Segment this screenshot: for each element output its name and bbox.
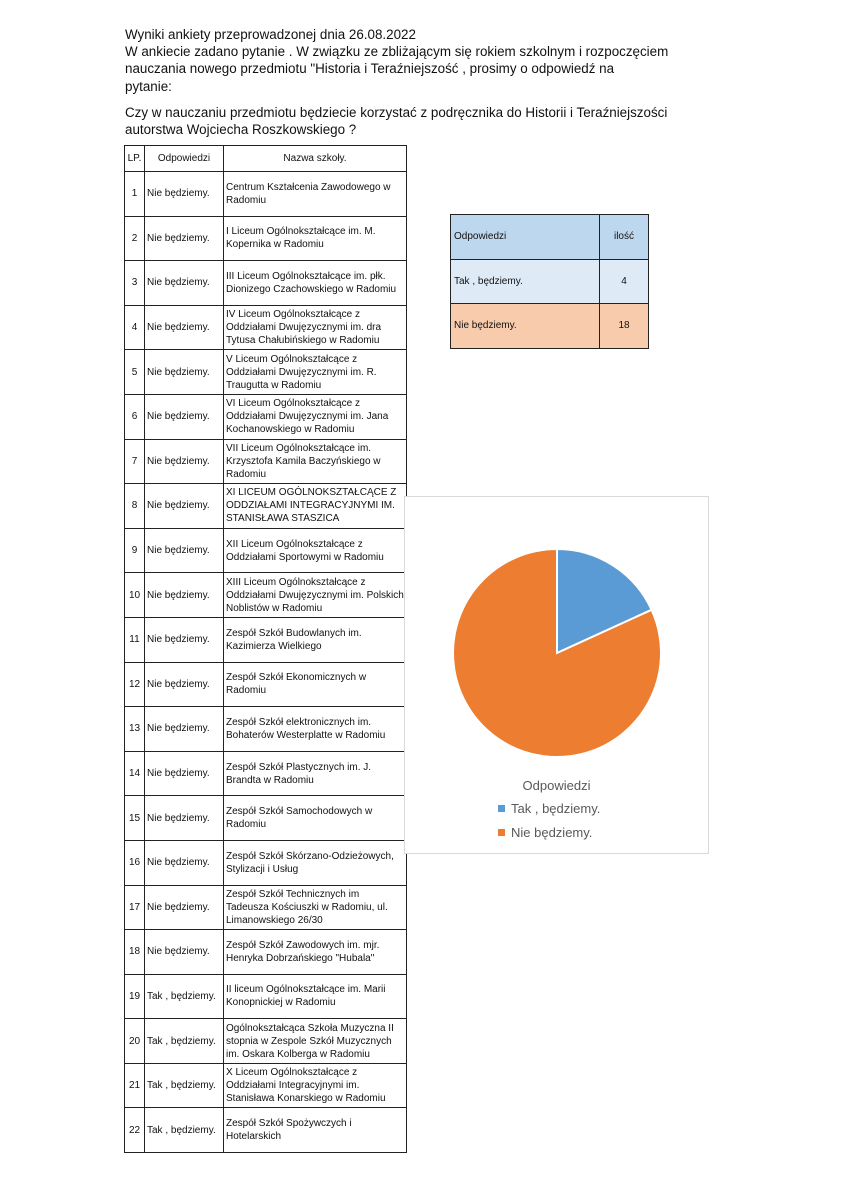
legend-swatch-no (498, 829, 505, 836)
row-school: Zespół Szkół Technicznych im Tadeusza Kościuszki w Radomiu, ul. Limanowskiego 26/30 (224, 885, 407, 930)
summary-row-yes (451, 259, 649, 304)
header-lp: LP. (125, 146, 145, 172)
table-row (125, 974, 407, 1019)
row-answer: Nie będziemy. (145, 930, 224, 975)
row-answer: Nie będziemy. (145, 484, 224, 529)
legend-title: Odpowiedzi (522, 778, 591, 793)
row-school: I Liceum Ogólnokształcące im. M. Kopernika w Radomiu (224, 216, 407, 261)
table-row (125, 707, 407, 752)
table-row (125, 885, 407, 930)
table-row (125, 840, 407, 885)
row-lp: 1 (125, 172, 145, 217)
summary-yes-label: Tak , będziemy. (451, 259, 600, 304)
legend-item-no (498, 825, 592, 840)
row-answer: Tak , będziemy. (145, 1019, 224, 1064)
row-school: Centrum Kształcenia Zawodowego w Radomiu (224, 172, 407, 217)
summary-table (450, 214, 649, 349)
row-answer: Tak , będziemy. (145, 1063, 224, 1108)
row-lp: 2 (125, 216, 145, 261)
table-row (125, 796, 407, 841)
row-answer: Nie będziemy. (145, 751, 224, 796)
header-school: Nazwa szkoły. (224, 146, 407, 172)
table-row (125, 528, 407, 573)
row-lp: 15 (125, 796, 145, 841)
summary-header-row (451, 215, 649, 260)
intro-line: W ankiecie zadano pytanie . W związku ze zbliżającym się rokiem szkolnym i rozpoczęciem (125, 44, 669, 60)
row-school: XII Liceum Ogólnokształcące z Oddziałami Sportowymi w Radomiu (224, 528, 407, 573)
header-answer: Odpowiedzi (145, 146, 224, 172)
row-answer: Nie będziemy. (145, 840, 224, 885)
row-answer: Nie będziemy. (145, 885, 224, 930)
legend-item-yes (498, 801, 600, 816)
summary-header-label: Odpowiedzi (451, 215, 600, 260)
row-school: Zespół Szkół Samochodowych w Radomiu (224, 796, 407, 841)
summary-row-no (451, 304, 649, 349)
row-answer: Tak , będziemy. (145, 974, 224, 1019)
row-lp: 21 (125, 1063, 145, 1108)
legend-swatch-yes (498, 805, 505, 812)
table-row (125, 751, 407, 796)
row-lp: 6 (125, 394, 145, 439)
row-answer: Nie będziemy. (145, 707, 224, 752)
row-answer: Tak , będziemy. (145, 1108, 224, 1153)
row-answer: Nie będziemy. (145, 796, 224, 841)
row-answer: Nie będziemy. (145, 394, 224, 439)
row-lp: 17 (125, 885, 145, 930)
row-lp: 10 (125, 573, 145, 618)
row-lp: 7 (125, 439, 145, 484)
row-answer: Nie będziemy. (145, 617, 224, 662)
row-lp: 9 (125, 528, 145, 573)
row-lp: 22 (125, 1108, 145, 1153)
table-row (125, 216, 407, 261)
table-row (125, 305, 407, 350)
intro-text (125, 26, 685, 95)
summary-header-value: ilość (600, 215, 649, 260)
row-school: V Liceum Ogólnokształcące z Oddziałami Dwujęzycznymi im. R. Traugutta w Radomiu (224, 350, 407, 395)
row-lp: 13 (125, 707, 145, 752)
row-lp: 16 (125, 840, 145, 885)
row-school: X Liceum Ogólnokształcące z Oddziałami Integracyjnymi im. Stanisława Konarskiego w Radomiu (224, 1063, 407, 1108)
table-body (125, 172, 407, 1153)
question-line: Czy w nauczaniu przedmiotu będziecie korzystać z podręcznika do Historii i Teraźniejszości (125, 105, 668, 120)
survey-question (125, 104, 685, 138)
table-row (125, 662, 407, 707)
legend-label-no: Nie będziemy. (511, 825, 593, 840)
row-answer: Nie będziemy. (145, 305, 224, 350)
table-row (125, 1019, 407, 1064)
row-lp: 11 (125, 617, 145, 662)
responses-table (124, 145, 407, 1153)
row-lp: 8 (125, 484, 145, 529)
row-lp: 4 (125, 305, 145, 350)
legend-label-yes: Tak , będziemy. (511, 801, 601, 816)
row-school: Zespół Szkół elektronicznych im. Bohaterów Westerplatte w Radomiu (224, 707, 407, 752)
table-row (125, 350, 407, 395)
table-row (125, 484, 407, 529)
intro-line: nauczania nowego przedmiotu "Historia i Teraźniejszość , prosimy o odpowiedź na (125, 61, 615, 77)
intro-line: pytanie: (125, 78, 172, 94)
row-school: Zespół Szkół Plastycznych im. J. Brandta w Radomiu (224, 751, 407, 796)
row-answer: Nie będziemy. (145, 662, 224, 707)
row-school: Zespół Szkół Budowlanych im. Kazimierza Wielkiego (224, 617, 407, 662)
table-row (125, 261, 407, 306)
row-lp: 19 (125, 974, 145, 1019)
row-lp: 12 (125, 662, 145, 707)
row-lp: 5 (125, 350, 145, 395)
row-school: XI LICEUM OGÓLNOKSZTAŁCĄCE Z ODDZIAŁAMI INTEGRACYJNYMI IM. STANISŁAWA STASZICA (224, 484, 407, 529)
row-school: Ogólnokształcąca Szkoła Muzyczna II stopnia w Zespole Szkół Muzycznych im. Oskara Kolberga w Radomiu (224, 1019, 407, 1064)
table-row (125, 172, 407, 217)
row-answer: Nie będziemy. (145, 172, 224, 217)
row-school: II liceum Ogólnokształcące im. Marii Konopnickiej w Radomiu (224, 974, 407, 1019)
pie-chart-svg (405, 497, 708, 853)
row-school: Zespół Szkół Ekonomicznych w Radomiu (224, 662, 407, 707)
row-school: XIII Liceum Ogólnokształcące z Oddziałami Dwujęzycznymi im. Polskich Noblistów w Radomiu (224, 573, 407, 618)
table-header-row (125, 146, 407, 172)
row-answer: Nie będziemy. (145, 573, 224, 618)
table-row (125, 1108, 407, 1153)
table-row (125, 930, 407, 975)
row-answer: Nie będziemy. (145, 350, 224, 395)
row-school: Zespół Szkół Skórzano-Odzieżowych, Stylizacji i Usług (224, 840, 407, 885)
row-answer: Nie będziemy. (145, 439, 224, 484)
row-school: VI Liceum Ogólnokształcące z Oddziałami Dwujęzycznymi im. Jana Kochanowskiego w Radomiu (224, 394, 407, 439)
row-school: VII Liceum Ogólnokształcące im. Krzysztofa Kamila Baczyńskiego w Radomiu (224, 439, 407, 484)
intro-line: Wyniki ankiety przeprowadzonej dnia 26.08.2022 (125, 27, 416, 42)
summary-no-label: Nie będziemy. (451, 304, 600, 349)
summary-no-value: 18 (600, 304, 649, 349)
row-school: Zespół Szkół Zawodowych im. mjr. Henryka Dobrzańskiego "Hubala" (224, 930, 407, 975)
row-school: Zespół Szkół Spożywczych i Hotelarskich (224, 1108, 407, 1153)
row-school: III Liceum Ogólnokształcące im. płk. Dionizego Czachowskiego w Radomiu (224, 261, 407, 306)
table-row (125, 573, 407, 618)
row-answer: Nie będziemy. (145, 261, 224, 306)
row-lp: 3 (125, 261, 145, 306)
row-lp: 14 (125, 751, 145, 796)
table-row (125, 394, 407, 439)
table-row (125, 617, 407, 662)
row-school: IV Liceum Ogólnokształcące z Oddziałami Dwujęzycznymi im. dra Tytusa Chałubińskiego w Radomiu (224, 305, 407, 350)
row-answer: Nie będziemy. (145, 216, 224, 261)
row-lp: 18 (125, 930, 145, 975)
pie-chart (404, 496, 709, 854)
summary-yes-value: 4 (600, 259, 649, 304)
row-answer: Nie będziemy. (145, 528, 224, 573)
table-row (125, 439, 407, 484)
row-lp: 20 (125, 1019, 145, 1064)
question-line: autorstwa Wojciecha Roszkowskiego ? (125, 122, 357, 138)
table-row (125, 1063, 407, 1108)
